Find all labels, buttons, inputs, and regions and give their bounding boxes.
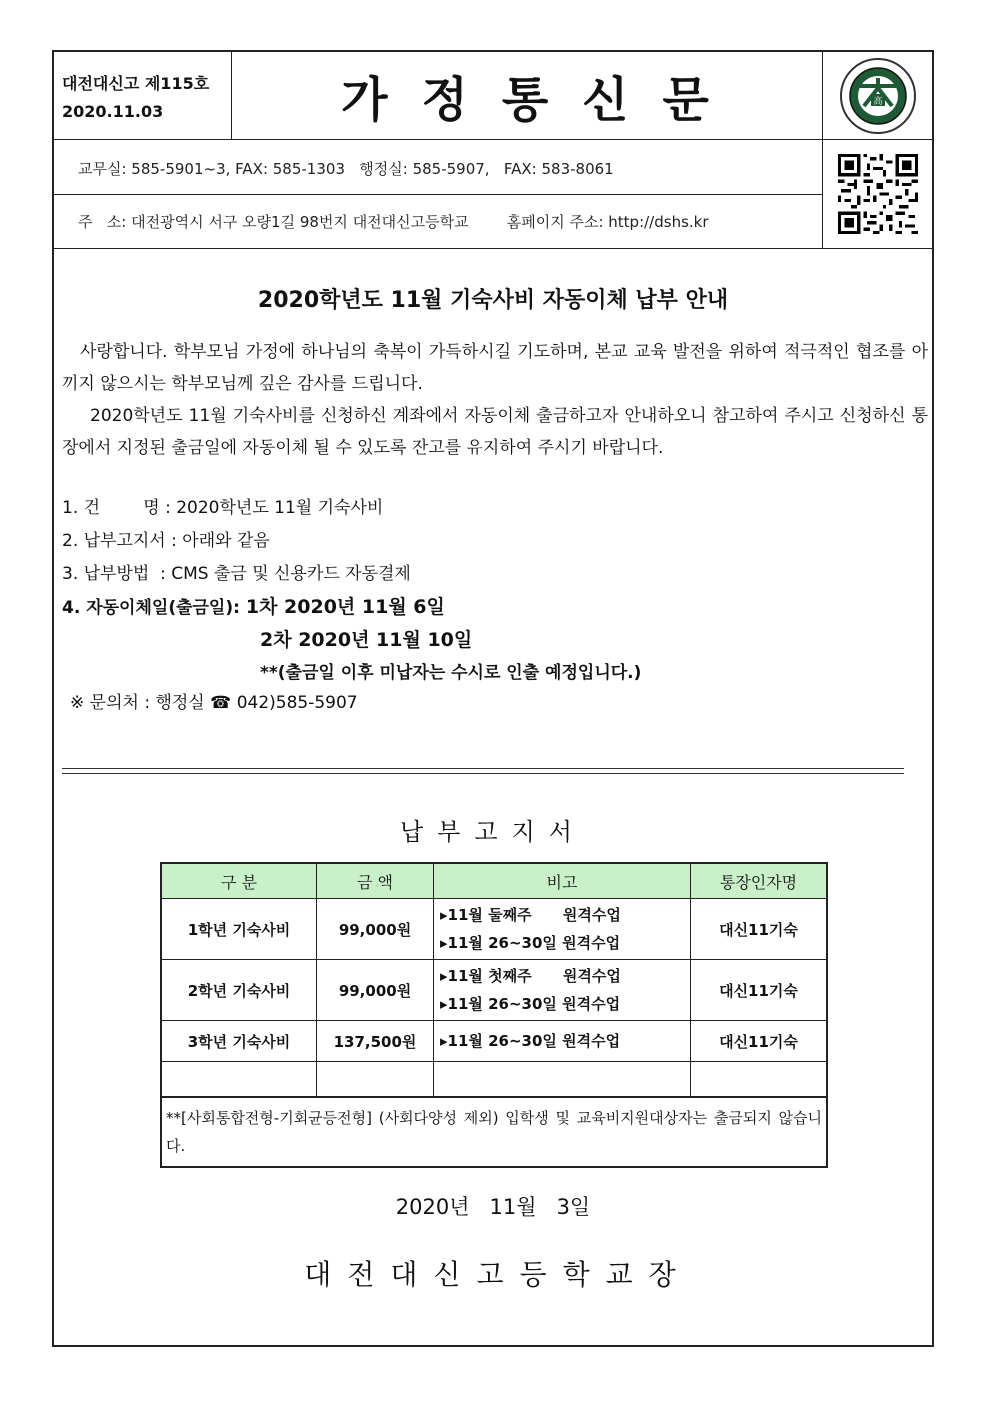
row-note bbox=[434, 899, 691, 960]
table-footnote: **[사회통합전형-기회균등전형] (사회다양성 제외) 입학생 및 교육비지원대상자는 출금되지 않습니다. bbox=[161, 1097, 827, 1167]
table-row bbox=[161, 1021, 827, 1062]
table-header-row bbox=[161, 863, 827, 899]
row-account-name: 대신11기숙 bbox=[691, 960, 828, 1021]
empty-cell bbox=[434, 1062, 691, 1098]
row-category: 2학년 기숙사비 bbox=[161, 960, 317, 1021]
document-date: 2020.11.03 bbox=[62, 102, 164, 121]
contact-phone-line: 교무실: 585-5901~3, FAX: 585-1303 행정실: 585-5907, FAX: 583-8061 bbox=[54, 140, 822, 195]
row-amount: 99,000원 bbox=[317, 960, 434, 1021]
row-amount: 137,500원 bbox=[317, 1021, 434, 1062]
empty-cell bbox=[317, 1062, 434, 1098]
inquiry-contact: ※ 문의처 : 행정실 ☎ 042)585-5907 bbox=[70, 693, 358, 713]
col-note: 비고 bbox=[434, 863, 691, 899]
item-list bbox=[62, 492, 641, 690]
col-amount: 금 액 bbox=[317, 863, 434, 899]
principal-signature: 대전대신고등학교장 bbox=[304, 1258, 692, 1291]
row-account-name: 대신11기숙 bbox=[691, 1021, 828, 1062]
transfer-date-label: 4. 자동이체일(출금일): bbox=[62, 598, 246, 618]
payment-notice-title: 납부고지서 bbox=[400, 818, 586, 846]
greeting-paragraph: 사랑합니다. 학부모님 가정에 하나님의 축복이 가득하시길 기도하며, 본교 교육 발전을 위하여 적극적인 협조를 아끼지 않으시는 학부모님께 깊은 감사를 드립니다. bbox=[62, 342, 928, 394]
row-note-line: ▸11월 26~30일 원격수업 bbox=[440, 995, 621, 1013]
row-category: 1학년 기숙사비 bbox=[161, 899, 317, 960]
table-row bbox=[161, 960, 827, 1021]
letterhead bbox=[54, 52, 932, 248]
table-row-empty bbox=[161, 1062, 827, 1098]
document-number: 대전대신고 제115호 bbox=[62, 74, 210, 93]
row-note-line: ▸11월 둘째주 원격수업 bbox=[440, 906, 621, 924]
item-transfer-date bbox=[62, 591, 641, 624]
row-account-name: 대신11기숙 bbox=[691, 899, 828, 960]
payment-table bbox=[160, 862, 828, 1168]
empty-cell bbox=[161, 1062, 317, 1098]
address-line: 주 소: 대전광역시 서구 오량1길 98번지 대전대신고등학교 홈페이지 주소: http://dshs.kr bbox=[78, 213, 709, 231]
row-note bbox=[434, 960, 691, 1021]
letterhead-divider bbox=[54, 248, 932, 249]
transfer-date-note: **(출금일 이후 미납자는 수시로 인출 예정입니다.) bbox=[260, 663, 642, 683]
notice-heading: 2020학년도 11월 기숙사비 자동이체 납부 안내 bbox=[257, 288, 729, 313]
row-note-line: ▸11월 26~30일 원격수업 bbox=[440, 1032, 621, 1050]
col-account-name: 통장인자명 bbox=[691, 863, 828, 899]
page-title: 가정통신문 bbox=[232, 52, 822, 140]
item-subject: 1. 건 명 : 2020학년도 11월 기숙사비 bbox=[62, 498, 384, 518]
table-footnote-row bbox=[161, 1097, 827, 1167]
document-frame bbox=[52, 50, 934, 1347]
row-note-line: ▸11월 26~30일 원격수업 bbox=[440, 934, 621, 952]
item-notice: 2. 납부고지서 : 아래와 같음 bbox=[62, 531, 270, 551]
row-category: 3학년 기숙사비 bbox=[161, 1021, 317, 1062]
item-payment-method: 3. 납부방법 : CMS 출금 및 신용카드 자동결제 bbox=[62, 564, 411, 584]
qr-code-icon[interactable] bbox=[822, 140, 932, 248]
transfer-date-second: 2차 2020년 11월 10일 bbox=[260, 629, 473, 651]
issue-date: 2020년 11월 3일 bbox=[395, 1195, 591, 1219]
item-transfer-note-row bbox=[62, 657, 641, 690]
empty-cell bbox=[691, 1062, 828, 1098]
double-divider bbox=[62, 768, 904, 774]
row-note-line: ▸11월 첫째주 원격수업 bbox=[440, 967, 621, 985]
table-row bbox=[161, 899, 827, 960]
col-category: 구 분 bbox=[161, 863, 317, 899]
row-note bbox=[434, 1021, 691, 1062]
row-amount: 99,000원 bbox=[317, 899, 434, 960]
document-number-box bbox=[54, 52, 232, 140]
item-transfer-date-second-row bbox=[62, 624, 641, 657]
transfer-date-first: 1차 2020년 11월 6일 bbox=[245, 596, 445, 618]
svg-text:高: 高 bbox=[872, 96, 883, 107]
instruction-paragraph: 2020학년도 11월 기숙사비를 신청하신 계좌에서 자동이체 출금하고자 안내하오니 참고하여 주시고 신청하신 통장에서 지정된 출금일에 자동이체 될 수 있도록 잔고를 유지하여 주시기 바랍니다. bbox=[62, 406, 928, 458]
school-emblem-icon bbox=[822, 52, 932, 140]
